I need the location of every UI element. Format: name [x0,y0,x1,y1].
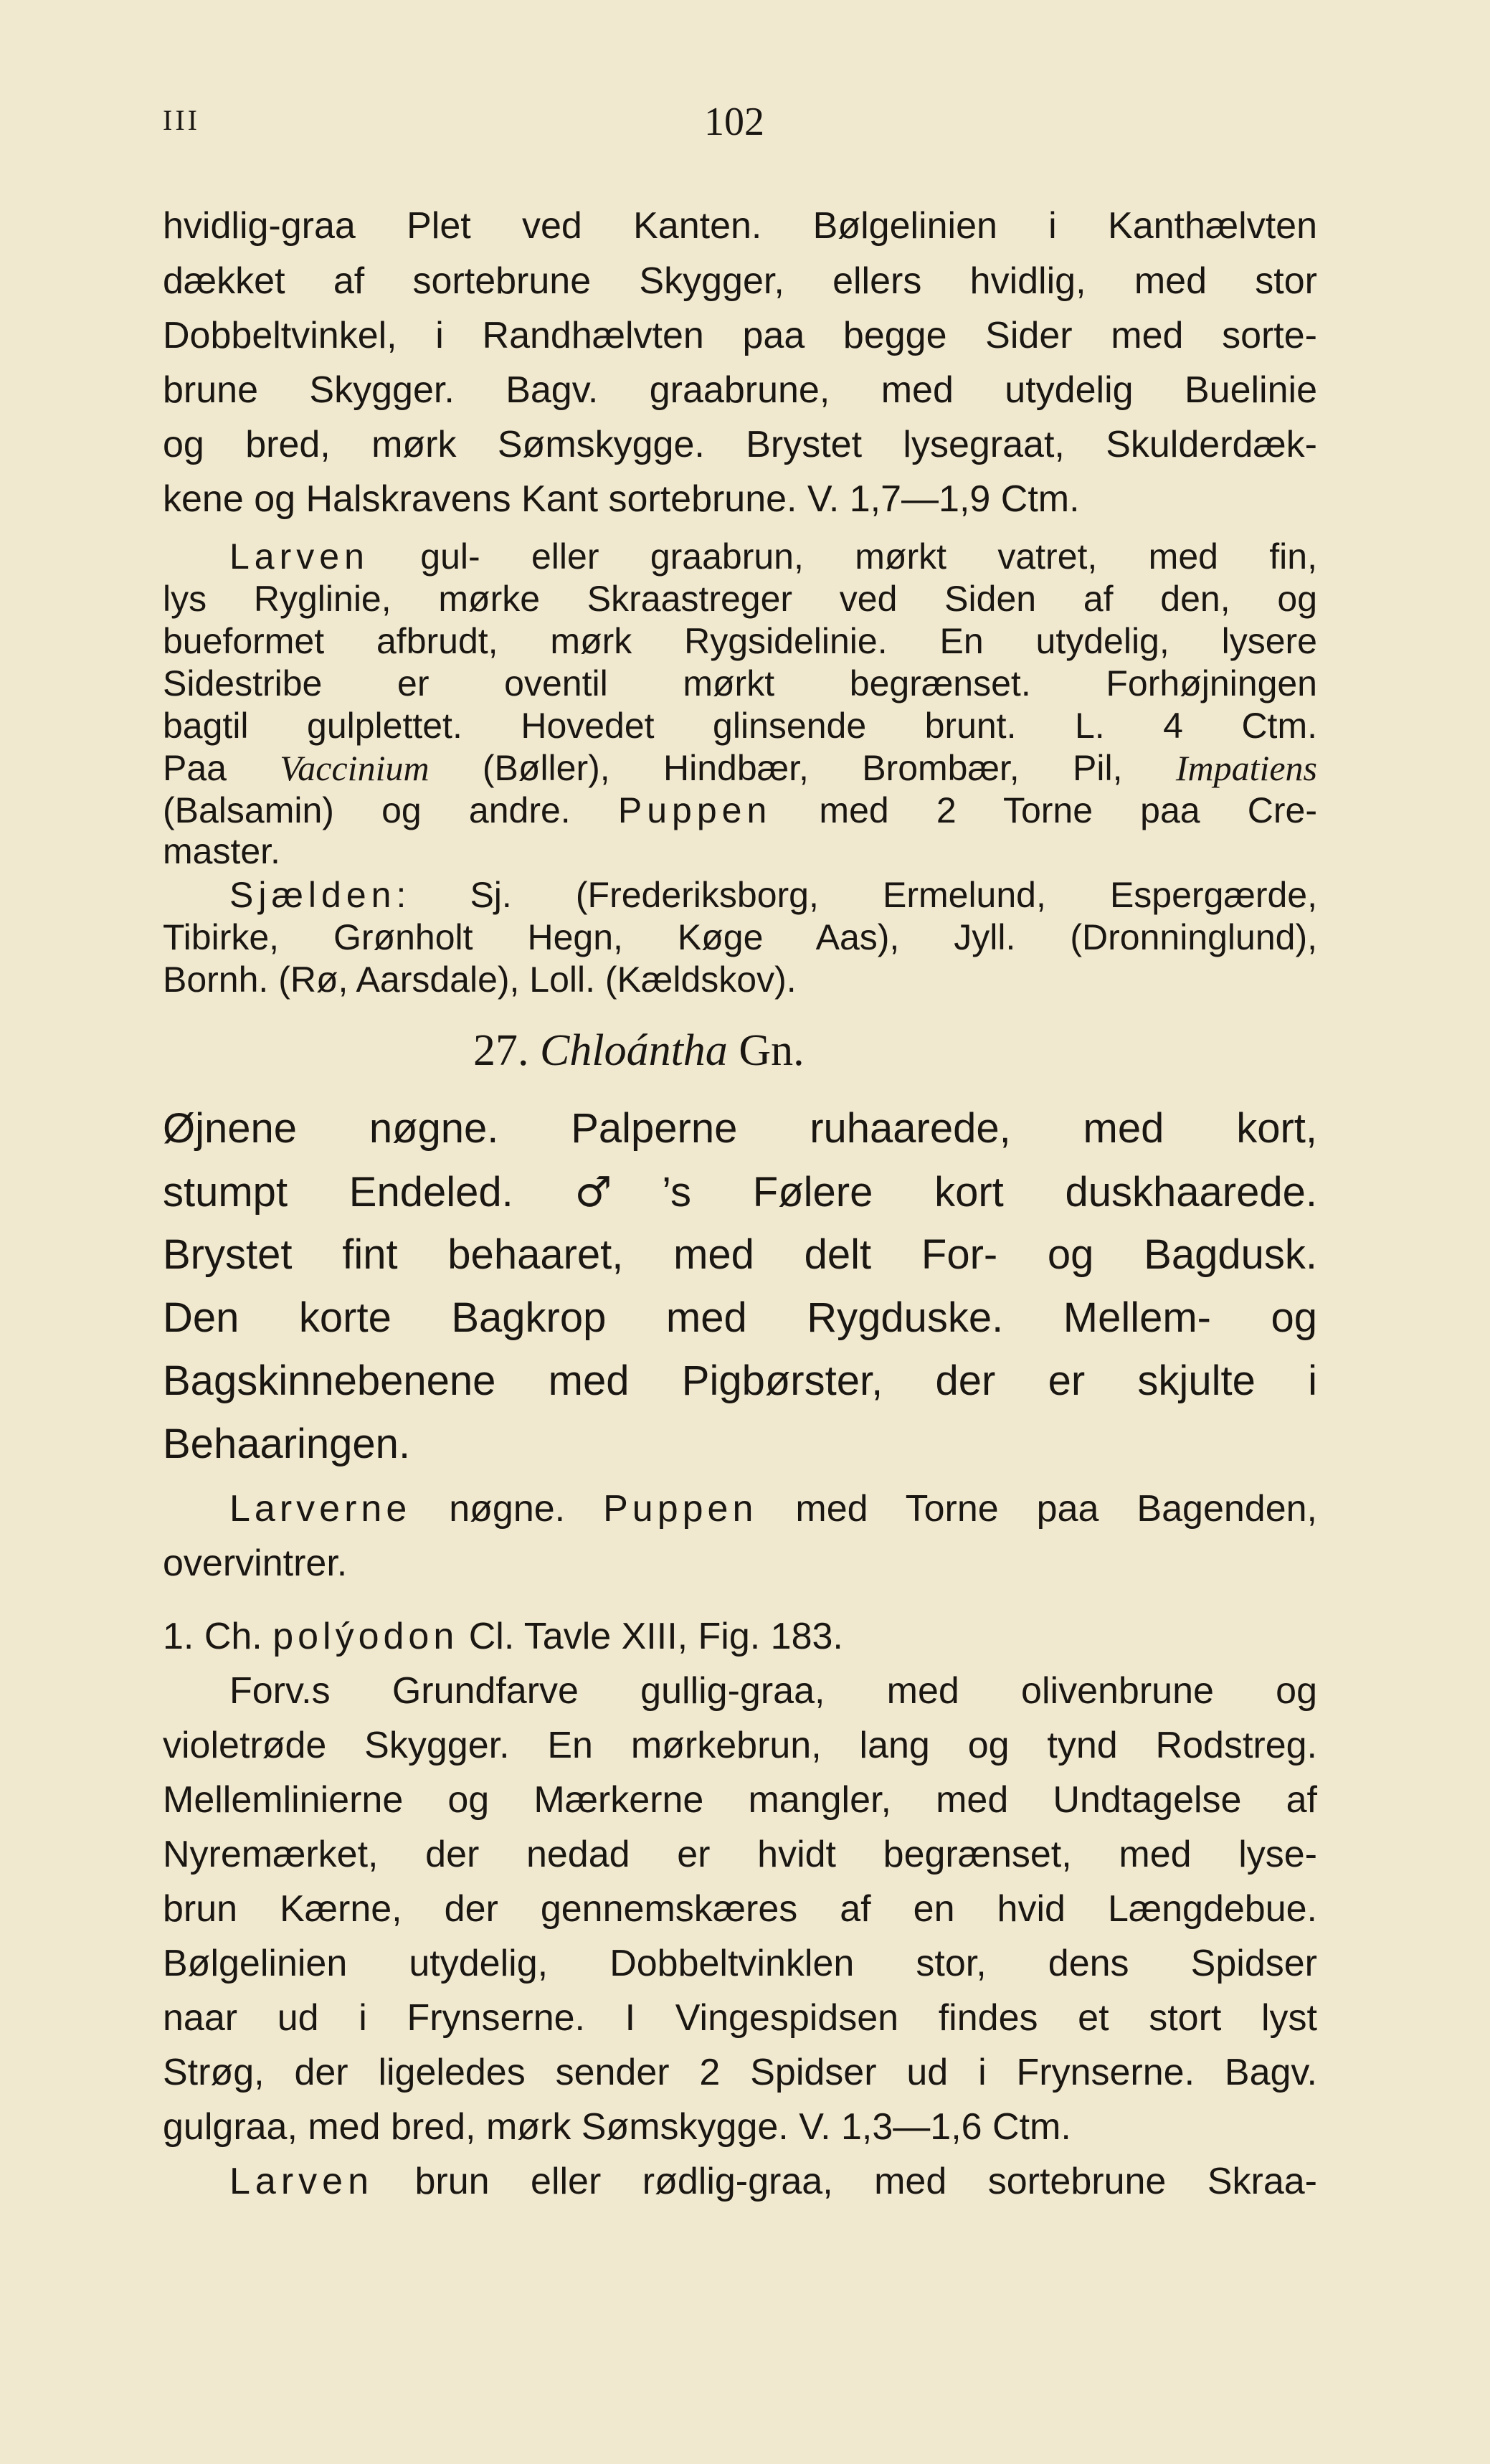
text-line: lys Ryglinie, mørke Skraastreger ved Siden af den, og [163,579,1317,619]
text-line: kene og Halskravens Kant sortebrune. V. 1,7—1,9 Ctm. [163,478,1080,520]
page-number: 102 [704,100,764,144]
text-line: Sidestribe er oventil mørkt begrænset. Forhøjningen [163,663,1317,703]
text-line: overvintrer. [163,1543,348,1584]
text-line: bueformet afbrudt, mørk Rygsidelinie. En utydelig, lysere [163,621,1317,661]
host-plants-line: Paa Vaccinium (Bøller), Hindbær, Brombær, Pil, Impatiens [163,748,1318,788]
text-line: Bornh. (Rø, Aarsdale), Loll. (Kældskov). [163,959,797,1000]
text-line: Brystet fint behaaret, med delt For- og Bagdusk. [163,1231,1317,1278]
text-line: Forv.s Grundfarve gullig-graa, med olivenbrune og [229,1670,1317,1712]
genus-larva-line: Larverne nøgne. Puppen med Torne paa Bagenden, [229,1488,1317,1530]
text-line: Øjnene nøgne. Palperne ruhaarede, med kort, [163,1105,1317,1152]
signature-mark: III [163,104,200,136]
text-line: Tibirke, Grønholt Hegn, Køge Aas), Jyll. (Dronninglund), [163,917,1317,957]
antenna-line: stumpt Endeled. ♂’s Følere kort duskhaarede. [163,1167,1317,1216]
text-line: og bred, mørk Sømskygge. Brystet lysegraat, Skulderdæk- [163,424,1317,465]
text-line: Strøg, der ligeledes sender 2 Spidser ud i Frynserne. Bagv. [163,2052,1317,2093]
text-line: Nyremærket, der nedad er hvidt begrænset, med lyse- [163,1834,1317,1875]
text-line: bagtil gulplettet. Hovedet glinsende brunt. L. 4 Ctm. [163,706,1317,746]
text-line: dækket af sortebrune Skygger, ellers hvidlig, med stor [163,260,1317,302]
distribution-line: Sjælden: Sj. (Frederiksborg, Ermelund, Espergærde, [229,875,1317,915]
text-line: brun Kærne, der gennemskæres af en hvid Længdebue. [163,1888,1317,1930]
text-line: Behaaringen. [163,1421,411,1467]
text-line: brune Skygger. Bagv. graabrune, med utydelig Buelinie [163,369,1317,411]
text-line: Den korte Bagkrop med Rygduske. Mellem- og [163,1294,1317,1341]
genus-heading: 27. Chloántha Gn. [473,1026,805,1075]
text-line: master. [163,831,280,871]
text-line: gulgraa, med bred, mørk Sømskygge. V. 1,3—1,6 Ctm. [163,2106,1071,2148]
text-line: violetrøde Skygger. En mørkebrun, lang og tynd Rodstreg. [163,1725,1317,1766]
pupa-line: (Balsamin) og andre. Puppen med 2 Torne paa Cre- [163,790,1317,830]
text-line: hvidlig-graa Plet ved Kanten. Bølgelinien i Kanthælvten [163,205,1317,247]
larva-paragraph-line: Larven gul- eller graabrun, mørkt vatret, med fin, [229,536,1317,577]
male-symbol-icon: ♂ [574,1167,663,1216]
text-line: Bagskinnebenene med Pigbørster, der er skjulte i [163,1357,1317,1404]
species-larva-line: Larven brun eller rødlig-graa, med sortebrune Skraa- [229,2161,1317,2202]
page-header [163,99,1317,149]
text-line: naar ud i Frynserne. I Vingespidsen findes et stort lyst [163,1997,1317,2039]
text-line: Mellemlinierne og Mærkerne mangler, med Undtagelse af [163,1779,1317,1821]
species-heading: 1. Ch. polýodon Cl. Tavle XIII, Fig. 183. [163,1616,843,1657]
text-line: Bølgelinien utydelig, Dobbeltvinklen stor, dens Spidser [163,1943,1317,1984]
text-line: Dobbeltvinkel, i Randhælvten paa begge Sider med sorte- [163,315,1317,356]
